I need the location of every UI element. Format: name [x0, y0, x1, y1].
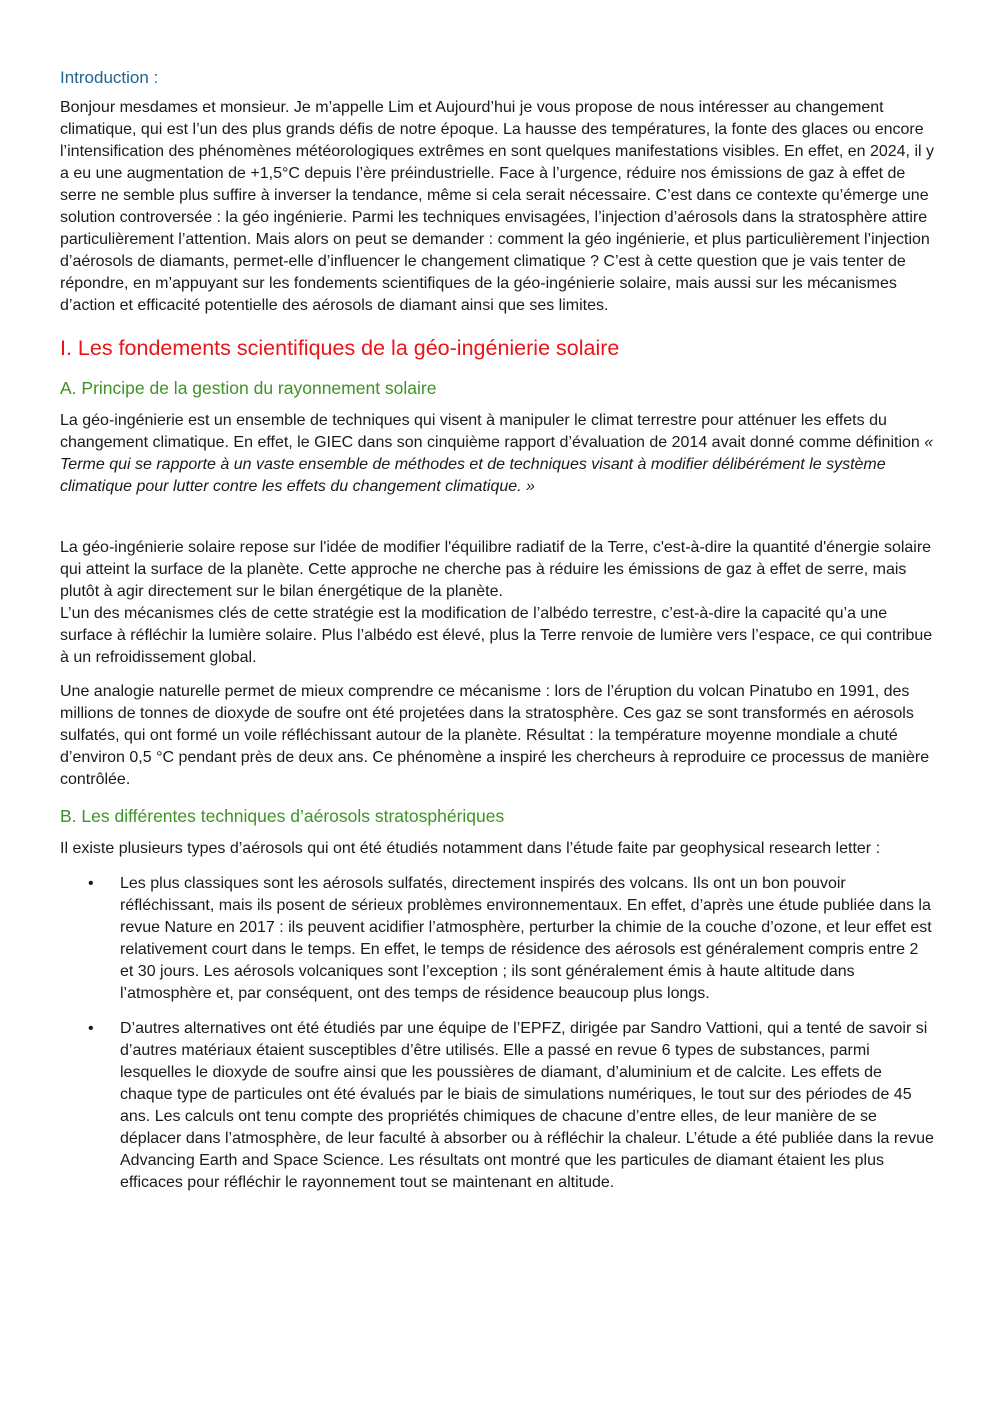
sulfate-aerosols-text: Les plus classiques sont les aérosols sulfatés, directement inspirés des volcans. Ils ont un bon pouvoir réfléchissant, mais ils posent de sérieux problèmes environnementaux. En effet, d’après une étude publiée dans la revue Nature en 2017 : ils peuvent acidifier l’atmosphère, perturber la chimie de la couche d’ozone, et leur effet est relativement court dans le temps. En effet, le temps de résidence des aérosols est généralement compris entre 2 et 30 jours. Les aérosols volcaniques sont l’exception ; ils sont généralement émis à haute altitude dans l’atmosphère et, par conséquent, ont des temps de résidence beaucoup plus longs.: [120, 875, 932, 1002]
introduction-paragraph: Bonjour mesdames et monsieur. Je m’appelle Lim et Aujourd’hui je vous propose de nous intéresser au changement climatique, qui est l’un des plus grands défis de notre époque. La hausse des températures, la fonte des glaces ou encore l’intensification des phénomènes météorologiques extrêmes en sont quelques manifestations visibles. En effet, en 2024, il y a eu une augmentation de +1,5°C depuis l’ère préindustrielle. Face à l’urgence, réduire nos émissions de gaz à effet de serre ne semble plus suffire à inverser la tendance, même si cela serait nécessaire. C’est dans ce contexte qu’émerge une solution controversée : la géo ingénierie. Parmi les techniques envisagées, l’injection d’aérosols dans la stratosphère attire particulièrement l’attention. Mais alors on peut se demander : comment la géo ingénierie, et plus particulièrement l’injection d’aérosols de diamants, permet-elle d’influencer le changement climatique ? C’est à cette question que je vais tenter de répondre, en m’appuyant sur les fondements scientifiques de la géo-ingénierie solaire, mais aussi sur les mécanismes d’action et efficacité potentielle des aérosols de diamant ainsi que ses limites.: [60, 99, 934, 314]
radiative-balance-text: La géo-ingénierie solaire repose sur l'idée de modifier l'équilibre radiatif de la Terre, c'est-à-dire la quantité d'énergie solaire qui atteint la surface de la planète. Cette approche ne cherche pas à réduire les émissions de gaz à effet de serre, mais plutôt à agir directement sur le bilan énergétique de la planète.: [60, 539, 932, 600]
section-1-heading: I. Les fondements scientifiques de la géo-ingénierie solaire: [60, 336, 620, 360]
aerosol-techniques-list: [60, 873, 936, 1194]
aerosol-types-intro: Il existe plusieurs types d’aérosols qui ont été étudiés notamment dans l’étude faite par geophysical research letter :: [60, 840, 881, 857]
subsection-a-heading: A. Principe de la gestion du rayonnement solaire: [60, 378, 437, 398]
alternative-materials-text: D’autres alternatives ont été étudiés par une équipe de l’EPFZ, dirigée par Sandro Vattioni, qui a tenté de savoir si d’autres matériaux étaient susceptibles d’être utilisés. Elle a passé en revue 6 types de substances, parmi lesquelles le dioxyde de soufre ainsi que les poussières de diamant, d’aluminium et de calcite. Les effets de chaque type de particules ont été évalués par le biais de simulations numériques, le tout sur des périodes de 45 ans. Les calculs ont tenu compte des propriétés chimiques de chacune d’entre elles, de leur manière de se déplacer dans l’atmosphère, de leur faculté à absorber ou à réfléchir la chaleur. L’étude a été publiée dans la revue Advancing Earth and Space Science. Les résultats ont montré que les particules de diamant étaient les plus efficaces pour réfléchir le rayonnement tout se maintenant en altitude.: [120, 1020, 934, 1191]
pinatubo-paragraph: Une analogie naturelle permet de mieux comprendre ce mécanisme : lors de l’éruption du volcan Pinatubo en 1991, des millions de tonnes de dioxyde de soufre ont été projetées dans la stratosphère. Ces gaz se sont transformés en aérosols sulfatés, qui ont formé un voile réfléchissant autour de la planète. Résultat : la température moyenne mondiale a chuté d’environ 0,5 °C pendant près de deux ans. Ce phénomène a inspiré les chercheurs à reproduire ce processus de manière contrôlée.: [60, 683, 930, 788]
definition-paragraph: [60, 410, 936, 498]
bullet-icon: •: [88, 875, 94, 892]
giec-quote: « Terme qui se rapporte à un vaste ensemble de méthodes et de techniques visant à modifier délibérément le système climatique pour lutter contre les effets du changement climatique. »: [60, 434, 934, 495]
albedo-text: L’un des mécanismes clés de cette stratégie est la modification de l’albédo terrestre, c’est-à-dire la capacité qu’a une surface à réfléchir la lumière solaire. Plus l’albédo est élevé, plus la Terre renvoie de lumière vers l’espace, ce qui contribue à un refroidissement global.: [60, 605, 933, 666]
list-item: [60, 1018, 936, 1194]
list-item: [60, 873, 936, 1005]
introduction-heading: Introduction :: [60, 68, 159, 87]
bullet-icon: •: [88, 1020, 94, 1037]
document-page: [60, 66, 936, 1207]
subsection-b-heading: B. Les différentes techniques d’aérosols stratosphériques: [60, 806, 505, 826]
solar-geoengineering-paragraph: [60, 537, 936, 669]
definition-text: La géo-ingénierie est un ensemble de techniques qui visent à manipuler le climat terrestre pour atténuer les effets du changement climatique. En effet, le GIEC dans son cinquième rapport d’évaluation de 2014 avait donné comme définition: [60, 412, 925, 451]
